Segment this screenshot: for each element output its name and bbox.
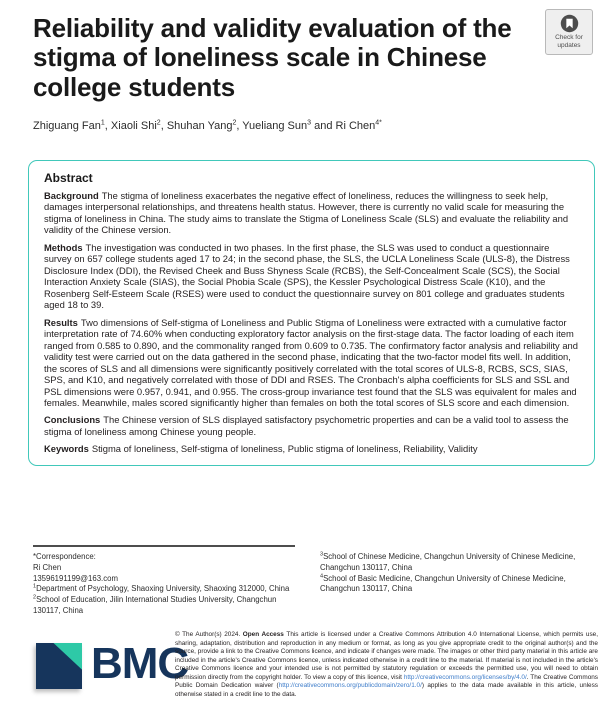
license-text: © The Author(s) 2024. Open Access This article is licensed under a Creative Commons Attribution 4.0 International License, which permits use, sharing, adaptation, distribution and reproduction in any medium or format, as long as you give appropriate credit to the original author(s) and the source, provide a link to the Creative Commons licence, and indicate if changes were made. The images or other third party material in this article are included in the article's Creative Commons licence, unless indicated otherwise in a credit line to the material. If material is not included in the article's Creative Commons licence and your intended use is not permitted by statutory regulation or exceeds the permitted use, you will need to obtain permission directly from the copyright holder. To view a copy of this licence, visit http://creativecommons.org/licenses/by/4.0/. The Creative Commons Public Domain Dedication waiver (http://creativecommons.org/publicdomain/zero/1.0/) applies to the data made available in this article, unless otherwise stated in a credit line to the data. bbox=[175, 631, 598, 698]
footnote-divider bbox=[33, 545, 295, 547]
abstract-results: Results Two dimensions of Self-stigma of Loneliness and Public Stigma of Loneliness were extracted with a cumulative factor interpretation rate of 74.60% when conducting exploratory factor analysis on the first-stage data. The factor loading of each item ranged from 0.585 to 0.890, and the commonality ranged from 0.609 to 0.735. The confirmatory factor analysis and reliability and validity test were carried out on the data gathered in the second phase, indicating that the two-factor model fits well. In addition, the scores of SLS and all dimensions were significantly positively correlated with the total scores of ULS-8, RCBS, SCS, SIAS, SPS, and K10, and negatively correlated with those of DDI and RSES. The Cronbach's alpha coefficients for SLS and SSL and PSL dimensions were 0.957, 0.941, and 0.955. The cross-group invariance test found that the SLS was equivalent for males and females. Meanwhile, males scored significantly higher than females on both the total scores of SLS score and each dimension. bbox=[44, 316, 578, 408]
author: Ri Chen$^{4*}$ bbox=[335, 119, 382, 132]
abstract-keywords: Keywords Stigma of loneliness, Self-stigma of loneliness, Public stigma of loneliness, Reliability, Validity bbox=[44, 443, 478, 455]
abstract-background: Background The stigma of loneliness exacerbates the negative effect of loneliness, reduces the willingness to seek help, damages interpersonal relationships, and threatens health status. However, there is currently no valid scale for measuring the stigma of loneliness in China. The study aims to translate the Stigma of Loneliness Scale (SLS) and evaluate the reliability and validity of the Chinese version. bbox=[44, 190, 569, 236]
affiliation-1: $^1$Department of Psychology, Shaoxing University, Shaoxing 312000, China bbox=[33, 583, 290, 594]
correspondence-name: Ri Chen bbox=[33, 562, 62, 572]
author: Zhiguang Fan$^1$, bbox=[33, 119, 111, 132]
correspondence-label: *Correspondence: bbox=[33, 552, 96, 561]
abstract-methods: Methods The investigation was conducted in two phases. In the first phase, the SLS was used to conduct a questionnaire survey on 657 college students aged 17 to 24; in the second phase, the SLS, the UCLA Loneliness Scale (ULS-8), the Distress Disclosure Index (DDI), the Revised Cheek and Buss Shyness Scale (RCBS), the Self-Concealment Scale (SCS), the Social Interaction Anxiety Scale (SIAS), the Social Phobia Scale (SPS), the Kessler Psychological Distress Scale (K10), and the Rosenberg Self-Esteem Scale (RSES) were used to conduct the questionnaire survey on 801 college and graduates students aged 18 to 39. bbox=[44, 241, 570, 311]
correspondence-email: 13596191199@163.com bbox=[33, 573, 118, 583]
cc-by-license-link[interactable]: http://creativecommons.org/licenses/by/4.0/ bbox=[403, 673, 527, 681]
author: Yueliang Sun$^3$ and bbox=[242, 119, 336, 132]
check-for-updates-badge[interactable] bbox=[545, 9, 593, 55]
abstract-heading: Abstract bbox=[44, 171, 93, 185]
affiliation-3: $^3$School of Chinese Medicine, Changchun University of Chinese Medicine, Changchun 130117, China bbox=[320, 551, 576, 572]
author: Xiaoli Shi$^2$, bbox=[110, 119, 167, 132]
footnote-right-column bbox=[320, 552, 594, 595]
affiliation-4: $^4$School of Basic Medicine, Changchun University of Chinese Medicine, Changchun 130117, China bbox=[320, 572, 566, 594]
bmc-logo-mark-icon bbox=[36, 643, 82, 689]
affiliation-2: $^2$School of Education, Jilin International Studies University, Changchun 130117, China bbox=[33, 594, 277, 615]
author-line bbox=[33, 120, 553, 132]
badge-label-line1: Check for bbox=[555, 33, 583, 41]
cc-zero-waiver-link[interactable]: http://creativecommons.org/publicdomain/zero/1.0/ bbox=[278, 682, 422, 690]
bmc-logo bbox=[36, 639, 189, 689]
crossmark-icon bbox=[560, 14, 579, 34]
footnote-left-column bbox=[33, 552, 301, 617]
bmc-logo-text: BMC bbox=[91, 639, 189, 688]
abstract-conclusions: Conclusions The Chinese version of SLS displayed satisfactory psychometric properties and can be a valid tool to assess the stigma of loneliness among Chinese young people. bbox=[44, 414, 569, 437]
open-access-label: Open Access bbox=[242, 631, 287, 638]
badge-label-line2: updates bbox=[557, 42, 581, 49]
page-title: Reliability and validity evaluation of the stigma of loneliness scale in Chinese college students bbox=[33, 13, 512, 102]
copyright-line: © The Author(s) 2024. bbox=[175, 631, 243, 638]
author: Shuhan Yang$^2$, bbox=[166, 119, 243, 132]
abstract-box bbox=[28, 160, 595, 466]
